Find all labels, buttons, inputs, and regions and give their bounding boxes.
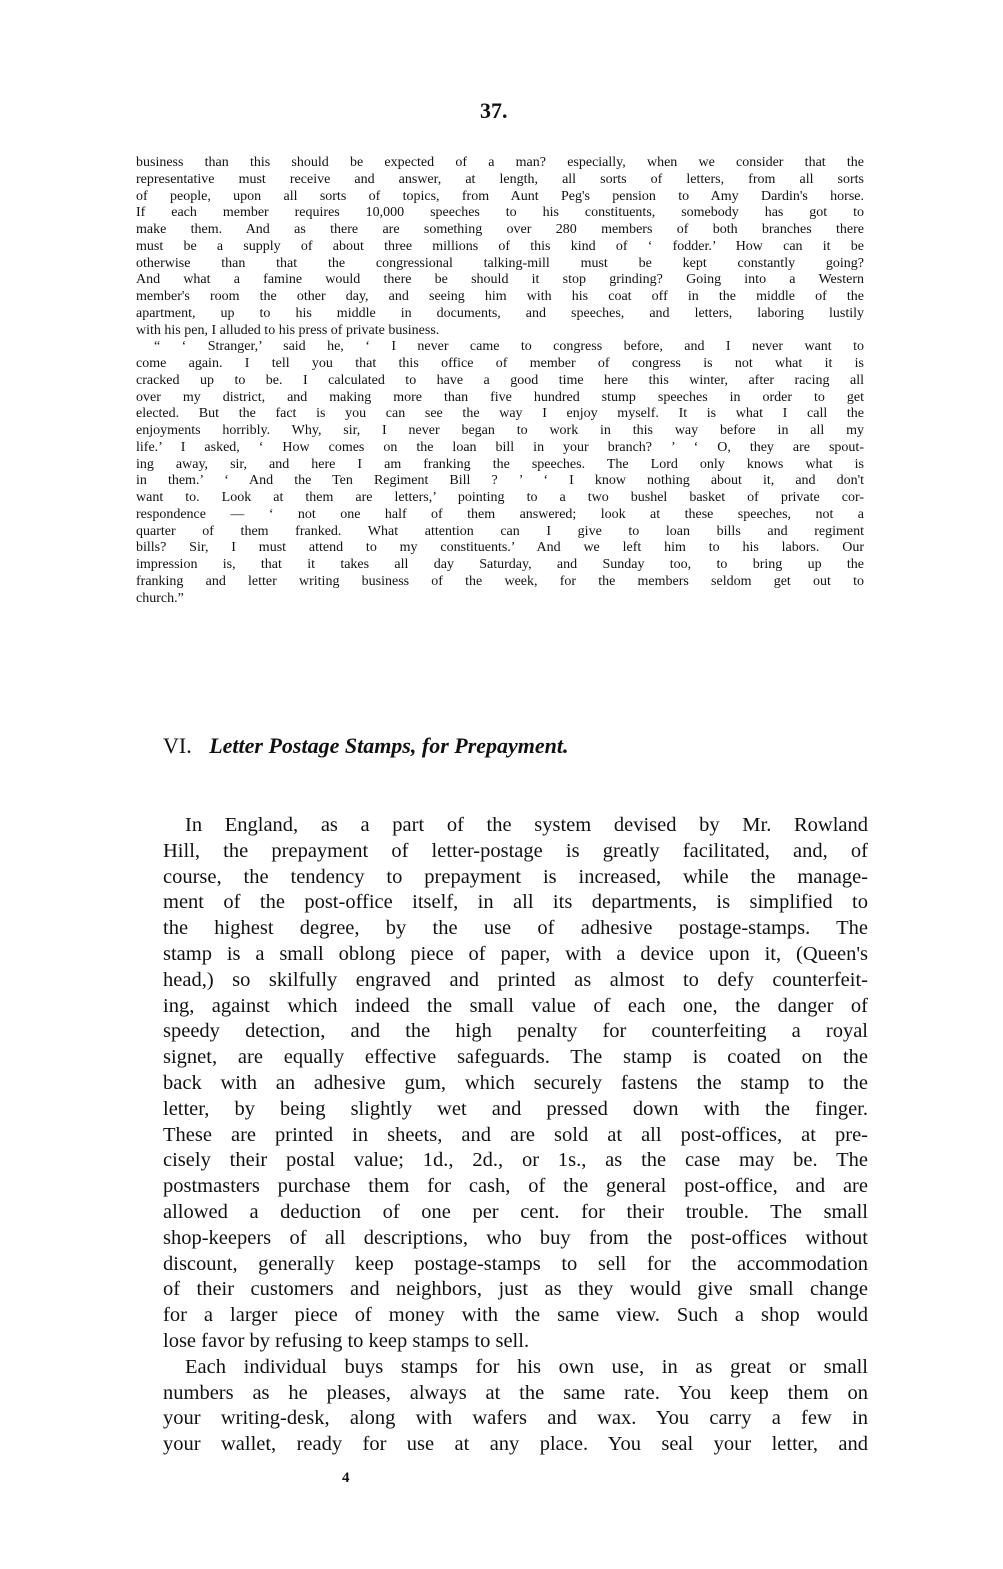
signature-mark: 4	[342, 1470, 350, 1486]
text-line: representative must receive and answer, at length, all sorts of letters, from all sorts	[136, 171, 864, 187]
text-line: of their customers and neighbors, just as they would give small change	[163, 1278, 868, 1301]
text-line: with his pen, I alluded to his press of private business.	[136, 322, 440, 338]
text-line: cisely their postal value; 1d., 2d., or 1s., as the case may be. The	[163, 1149, 868, 1172]
text-line: over my district, and making more than five hundred stump speeches in order to get	[136, 389, 864, 405]
text-line: Each individual buys stamps for his own use, in as great or small	[185, 1355, 868, 1378]
text-line: ing away, sir, and here I am franking the speeches. The Lord only knows what is	[136, 456, 864, 472]
text-line: discount, generally keep postage-stamps to sell for the accommodation	[163, 1252, 868, 1275]
text-line: “ ‘ Stranger,’ said he, ‘ I never came to congress before, and I never want to	[154, 339, 864, 355]
paragraph	[136, 339, 864, 607]
continued-text	[136, 155, 864, 607]
text-line: of people, upon all sorts of topics, from Aunt Peg's pension to Amy Dardin's horse.	[136, 188, 864, 204]
text-line: stamp is a small oblong piece of paper, with a device upon it, (Queen's	[163, 942, 868, 965]
text-line: lose favor by refusing to keep stamps to sell.	[163, 1329, 530, 1352]
text-line: course, the tendency to prepayment is increased, while the manage-	[163, 865, 868, 888]
text-line: quarter of them franked. What attention can I give to loan bills and regiment	[136, 523, 864, 539]
text-line: allowed a deduction of one per cent. for their trouble. The small	[163, 1200, 868, 1223]
text-line: If each member requires 10,000 speeches to his constituents, somebody has got to	[136, 205, 864, 221]
text-line: your writing-desk, along with wafers and wax. You carry a few in	[163, 1407, 868, 1430]
text-line: cracked up to be. I calculated to have a good time here this winter, after racing all	[136, 372, 864, 388]
text-line: apartment, up to his middle in documents, and speeches, and letters, laboring lustily	[136, 305, 864, 321]
text-line: back with an adhesive gum, which securely fastens the stamp to the	[163, 1071, 868, 1094]
body-text	[163, 813, 868, 1458]
section-number: VI.	[163, 733, 192, 758]
text-line: These are printed in sheets, and are sold at all post-offices, at pre-	[163, 1123, 868, 1146]
text-line: enjoyments horribly. Why, sir, I never began to work in this way before in all my	[136, 423, 864, 438]
text-line: letter, by being slightly wet and pressed down with the finger.	[163, 1097, 868, 1120]
text-line: want to. Look at them are letters,’ pointing to a two bushel basket of private cor-	[136, 490, 864, 505]
text-line: make them. And as there are something over 280 members of both branches there	[136, 222, 864, 237]
text-line: shop-keepers of all descriptions, who buy from the post-offices without	[163, 1226, 868, 1249]
text-line: postmasters purchase them for cash, of the general post-office, and are	[163, 1175, 868, 1198]
text-line: signet, are equally effective safeguards. The stamp is coated on the	[163, 1046, 868, 1069]
text-line: head,) so skilfully engraved and printed as almost to defy counterfeit-	[163, 968, 868, 991]
text-line: And what a famine would there be should it stop grinding? Going into a Western	[136, 272, 864, 288]
text-line: franking and letter writing business of the week, for the members seldom get out to	[136, 573, 864, 589]
paragraph	[136, 155, 864, 339]
section-heading	[163, 733, 569, 759]
text-line: In England, as a part of the system devised by Mr. Rowland	[185, 814, 868, 836]
text-line: business than this should be expected of a man? especially, when we consider that the	[136, 155, 864, 170]
section-title: Letter Postage Stamps, for Prepayment.	[209, 733, 569, 758]
text-line: ing, against which indeed the small value of each one, the danger of	[163, 994, 868, 1017]
text-line: come again. I tell you that this office of member of congress is not what it is	[136, 356, 864, 371]
paragraph	[163, 813, 868, 1355]
text-line: Hill, the prepayment of letter-postage is greatly facilitated, and, of	[163, 839, 868, 862]
text-line: bills? Sir, I must attend to my constituents.’ And we left him to his labors. Our	[136, 540, 864, 556]
text-line: your wallet, ready for use at any place. You seal your letter, and	[163, 1433, 868, 1456]
text-line: ment of the post-office itself, in all its departments, is simplified to	[163, 891, 868, 914]
text-line: church.”	[136, 590, 184, 606]
text-line: for a larger piece of money with the same view. Such a shop would	[163, 1304, 868, 1327]
text-line: impression is, that it takes all day Saturday, and Sunday too, to bring up the	[136, 557, 864, 572]
text-line: speedy detection, and the high penalty for counterfeiting a royal	[163, 1020, 868, 1043]
text-line: in them.’ ‘ And the Ten Regiment Bill ? ’ ‘ I know nothing about it, and don't	[136, 473, 864, 489]
text-line: otherwise than that the congressional talking-mill must be kept constantly going?	[136, 255, 864, 271]
text-line: must be a supply of about three millions of this kind of ‘ fodder.’ How can it be	[136, 238, 864, 254]
text-line: member's room the other day, and seeing him with his coat off in the middle of the	[136, 289, 864, 304]
text-line: the highest degree, by the use of adhesive postage-stamps. The	[163, 917, 868, 940]
paragraph	[163, 1355, 868, 1458]
text-line: life.’ I asked, ‘ How comes on the loan bill in your branch? ’ ‘ O, they are spout-	[136, 439, 864, 455]
text-line: respondence — ‘ not one half of them answered; look at these speeches, not a	[136, 506, 864, 522]
text-line: elected. But the fact is you can see the way I enjoy myself. It is what I call the	[136, 406, 864, 422]
text-line: numbers as he pleases, always at the same rate. You keep them on	[163, 1381, 868, 1404]
page-number: 37.	[480, 98, 508, 123]
